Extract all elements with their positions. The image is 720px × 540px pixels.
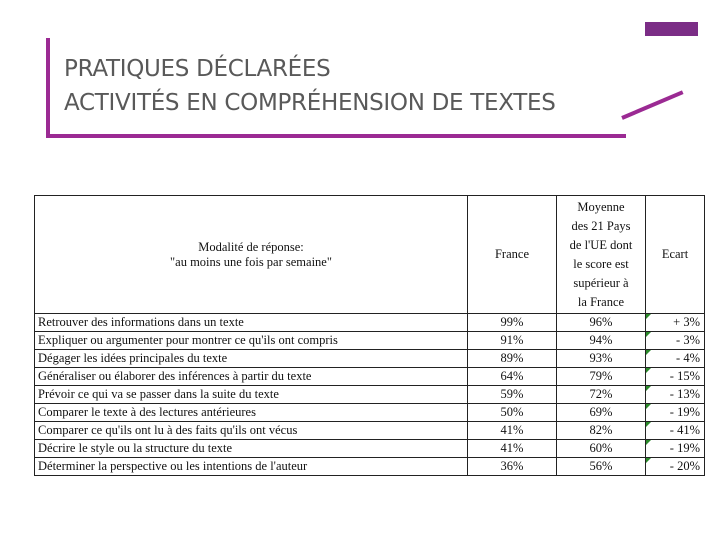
table-row	[35, 368, 705, 386]
ecart-text: - 13%	[669, 387, 700, 401]
title-bracket-bottom	[46, 134, 626, 138]
table-row	[35, 440, 705, 458]
row-ecart-value	[646, 386, 705, 404]
row-ecart-value	[646, 440, 705, 458]
cell-indicator-icon	[646, 314, 651, 319]
row-france-value: 41%	[468, 422, 557, 440]
results-table-container	[34, 195, 705, 476]
table-row	[35, 350, 705, 368]
cell-indicator-icon	[646, 368, 651, 373]
accent-bar	[645, 22, 698, 36]
ecart-text: - 15%	[669, 369, 700, 383]
row-moyenne-value: 94%	[557, 332, 646, 350]
row-ecart-value	[646, 314, 705, 332]
row-france-value: 89%	[468, 350, 557, 368]
row-moyenne-value: 96%	[557, 314, 646, 332]
table-row	[35, 332, 705, 350]
table-row	[35, 422, 705, 440]
cell-indicator-icon	[646, 458, 651, 463]
row-moyenne-value: 69%	[557, 404, 646, 422]
ecart-text: + 3%	[673, 315, 700, 329]
row-france-value: 59%	[468, 386, 557, 404]
cell-indicator-icon	[646, 350, 651, 355]
row-label: Dégager les idées principales du texte	[35, 350, 468, 368]
row-ecart-value	[646, 404, 705, 422]
row-label: Généraliser ou élaborer des inférences à partir du texte	[35, 368, 468, 386]
row-label: Prévoir ce qui va se passer dans la suite du texte	[35, 386, 468, 404]
slide-title	[64, 52, 556, 120]
row-ecart-value	[646, 350, 705, 368]
table-body	[35, 314, 705, 476]
row-moyenne-value: 93%	[557, 350, 646, 368]
ecart-text: - 20%	[669, 459, 700, 473]
ecart-text: - 4%	[676, 351, 700, 365]
ecart-text: - 19%	[669, 405, 700, 419]
cell-indicator-icon	[646, 422, 651, 427]
row-label: Décrire le style ou la structure du texte	[35, 440, 468, 458]
ecart-text: - 41%	[669, 423, 700, 437]
cell-indicator-icon	[646, 386, 651, 391]
row-label: Expliquer ou argumenter pour montrer ce qu'ils ont compris	[35, 332, 468, 350]
title-line-1: PRATIQUES DÉCLARÉES	[64, 56, 331, 82]
row-label: Comparer ce qu'ils ont lu à des faits qu'ils ont vécus	[35, 422, 468, 440]
row-label: Retrouver des informations dans un texte	[35, 314, 468, 332]
row-ecart-value	[646, 368, 705, 386]
row-ecart-value	[646, 332, 705, 350]
table-row	[35, 386, 705, 404]
row-france-value: 99%	[468, 314, 557, 332]
table-row	[35, 458, 705, 476]
cell-indicator-icon	[646, 440, 651, 445]
row-ecart-value	[646, 458, 705, 476]
cell-indicator-icon	[646, 332, 651, 337]
row-france-value: 36%	[468, 458, 557, 476]
cell-indicator-icon	[646, 404, 651, 409]
table-row	[35, 404, 705, 422]
title-bracket-diagonal	[621, 90, 683, 119]
header-france: France	[468, 196, 557, 314]
ecart-text: - 3%	[676, 333, 700, 347]
row-moyenne-value: 56%	[557, 458, 646, 476]
row-moyenne-value: 82%	[557, 422, 646, 440]
header-moyenne: Moyenne des 21 Pays de l'UE dont le score est supérieur à la France	[557, 196, 646, 314]
row-moyenne-value: 79%	[557, 368, 646, 386]
title-bracket-left	[46, 38, 50, 136]
header-ecart: Ecart	[646, 196, 705, 314]
results-table	[34, 195, 705, 476]
header-modalite: Modalité de réponse: "au moins une fois par semaine"	[35, 196, 468, 314]
row-ecart-value	[646, 422, 705, 440]
row-france-value: 41%	[468, 440, 557, 458]
row-moyenne-value: 60%	[557, 440, 646, 458]
row-france-value: 91%	[468, 332, 557, 350]
ecart-text: - 19%	[669, 441, 700, 455]
row-france-value: 64%	[468, 368, 557, 386]
row-france-value: 50%	[468, 404, 557, 422]
table-row	[35, 314, 705, 332]
title-line-2: ACTIVITÉS EN COMPRÉHENSION DE TEXTES	[64, 90, 556, 116]
row-moyenne-value: 72%	[557, 386, 646, 404]
row-label: Déterminer la perspective ou les intentions de l'auteur	[35, 458, 468, 476]
table-header-row	[35, 196, 705, 314]
row-label: Comparer le texte à des lectures antérieures	[35, 404, 468, 422]
